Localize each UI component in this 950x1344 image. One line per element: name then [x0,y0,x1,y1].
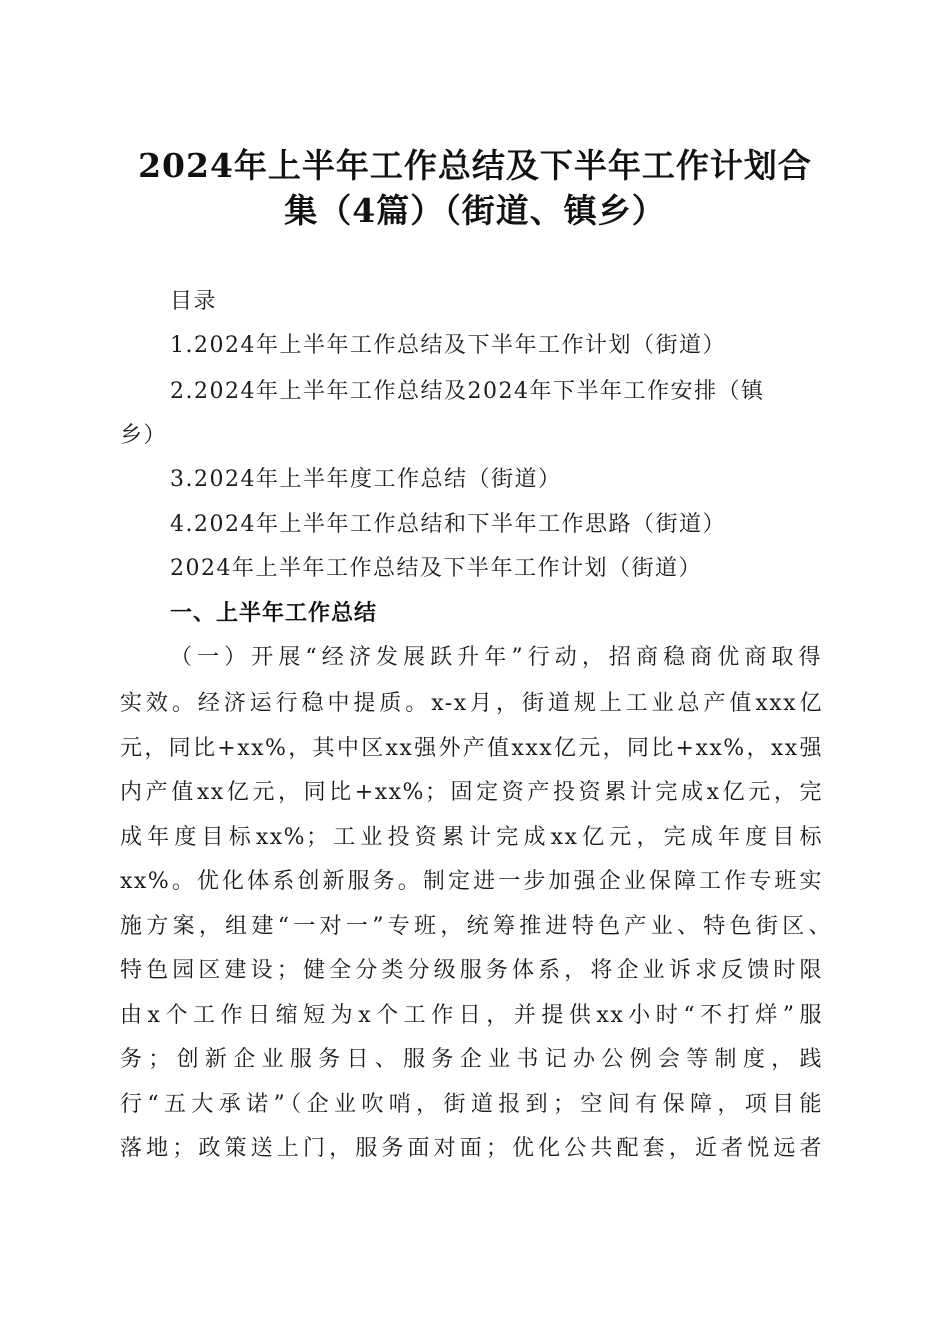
body-line-1: （一）开展“经济发展跃升年”行动，招商稳商优商取得 [170,645,822,670]
body-line-3: 元，同比+xx%，其中区xx强外产值xxx亿元，同比+xx%，xx强 [120,736,823,761]
section-heading: 一、上半年工作总结 [170,601,378,626]
article-title: 2024年上半年工作总结及下半年工作计划（街道） [170,556,702,581]
body-line-10: 务；创新企业服务日、服务企业书记办公例会等制度，践 [120,1047,823,1072]
document-title-line-1: 2024年上半年工作总结及下半年工作计划合 [138,146,812,185]
body-line-4: 内产值xx亿元，同比+xx%；固定资产投资累计完成x亿元，完 [120,780,823,805]
body-line-5: 成年度目标xx%；工业投资累计完成xx亿元，完成年度目标 [120,825,823,850]
toc-item-1: 1.2024年上半年工作总结及下半年工作计划（街道） [170,333,726,358]
body-line-11: 行“五大承诺”（企业吹哨，街道报到；空间有保障，项目能 [120,1092,823,1117]
toc-label: 目录 [170,289,218,314]
body-line-8: 特色园区建设；健全分类分级服务体系，将企业诉求反馈时限 [120,958,823,983]
document-title-line-2: 集（4篇）（街道、镇乡） [284,191,666,230]
toc-item-2: 2.2024年上半年工作总结及2024年下半年工作安排（镇 [170,379,765,404]
body-line-2: 实效。经济运行稳中提质。x-x月，街道规上工业总产值xxx亿 [120,691,823,716]
body-line-7: 施方案，组建“一对一”专班，统筹推进特色产业、特色街区、 [120,914,832,939]
body-line-12: 落地；政策送上门，服务面对面；优化公共配套，近者悦远者 [120,1136,823,1161]
toc-item-2-continued: 乡） [120,423,168,448]
body-line-9: 由x个工作日缩短为x个工作日，并提供xx小时“不打烊”服 [120,1003,823,1028]
body-line-6: xx%。优化体系创新服务。制定进一步加强企业保障工作专班实 [120,869,823,894]
toc-item-3: 3.2024年上半年度工作总结（街道） [170,467,562,492]
toc-item-4: 4.2024年上半年工作总结和下半年工作思路（街道） [170,512,726,537]
